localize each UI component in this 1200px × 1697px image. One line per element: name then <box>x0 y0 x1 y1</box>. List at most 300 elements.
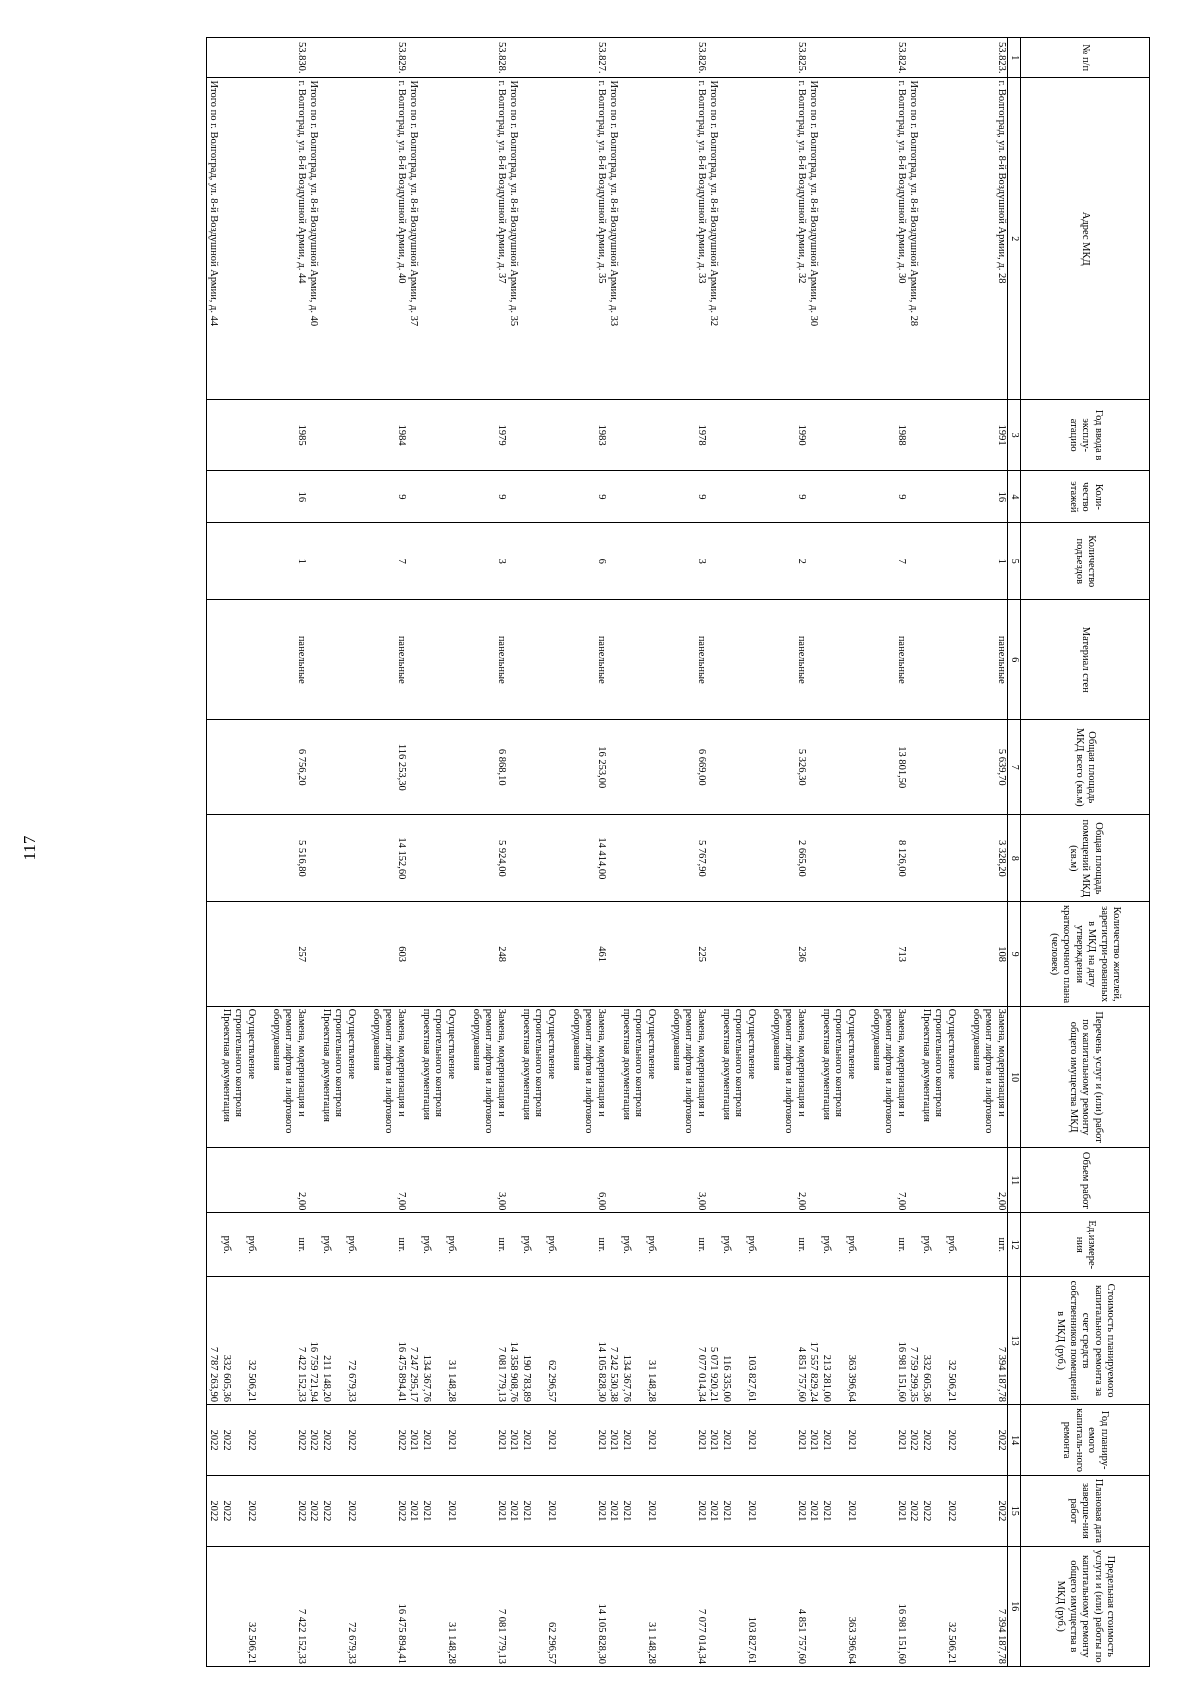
empty-cell <box>707 815 720 902</box>
row-number-text: 53.824. <box>896 41 907 74</box>
empty-cell <box>207 1213 220 1277</box>
work-limit: 32 506,21 <box>246 1622 257 1664</box>
work-limit: 16 475 894,41 <box>396 1603 407 1664</box>
work-year-cell <box>620 1404 708 1475</box>
total-year: 2021 <box>808 1429 820 1451</box>
work-name: Замена, модернизация и ремонт лифтов и лифтового оборудования <box>971 1008 1007 1134</box>
work-name: Замена, модернизация и ремонт лифтов и лифтового оборудования <box>271 1008 307 1134</box>
premises-area-cell <box>320 815 408 902</box>
empty-cell <box>207 38 220 78</box>
premises-area-cell <box>420 815 508 902</box>
total-label: Итого по г. Волгоград, ул. 8-й Воздушной Армии, д. 32 <box>708 80 720 327</box>
residents-cell-text: 461 <box>596 946 607 962</box>
total-cost-cell <box>407 1277 420 1405</box>
total-area-cell-text: 116 253,30 <box>396 743 407 791</box>
total-row <box>307 38 320 1667</box>
total-area-cell-text: 6 756,20 <box>296 748 307 786</box>
row-number-text: 53.827. <box>596 41 607 74</box>
total-year: 2021 <box>408 1429 420 1451</box>
work-cost: 32 506,21 <box>946 1359 957 1402</box>
work-cost: 7 394 187,78 <box>996 1346 1007 1402</box>
address-cell-text: г. Волгоград, ул. 8-й Воздушной Армии, д. 44 <box>296 80 307 284</box>
empty-cell <box>207 600 220 720</box>
work-date: 2021 <box>446 1500 457 1522</box>
work-limit: 7 077 014,34 <box>696 1608 707 1664</box>
residents-cell <box>520 902 608 1006</box>
empty-cell <box>307 399 320 470</box>
work-unit: шт. <box>996 1237 1007 1253</box>
floors-cell-text: 9 <box>496 494 507 500</box>
empty-cell <box>907 38 920 78</box>
residents-cell <box>920 902 1008 1006</box>
work-date: 2021 <box>796 1500 807 1522</box>
premises-area-cell <box>720 815 808 902</box>
work-date: 2021 <box>546 1500 557 1522</box>
work-year-cell <box>520 1404 608 1475</box>
work-limit <box>620 1549 633 1664</box>
work-unit: шт. <box>396 1237 407 1253</box>
work-name: Осуществление строительного контроля <box>933 1008 957 1117</box>
empty-cell <box>907 720 920 815</box>
total-row <box>507 38 520 1667</box>
work-cost: 332 605,36 <box>221 1354 232 1402</box>
wall-material-cell <box>520 600 608 720</box>
empty-cell <box>507 902 520 1006</box>
empty-cell <box>207 1148 220 1213</box>
total-label-cell <box>707 78 720 400</box>
work-name: Осуществление строительного контроля <box>733 1008 757 1117</box>
floors-cell-text: 9 <box>796 494 807 500</box>
year-built-cell-text: 1985 <box>296 424 307 446</box>
work-cost-cell <box>520 1277 608 1405</box>
total-year-cell <box>407 1404 420 1475</box>
work-limit-cell <box>520 1546 608 1666</box>
empty-cell <box>607 815 620 902</box>
table-row <box>720 38 808 1667</box>
empty-cell <box>407 471 420 523</box>
residents-cell-text: 603 <box>396 946 407 962</box>
work-name: проектная документация <box>721 1008 732 1121</box>
year-built-cell <box>620 399 708 470</box>
premises-area-cell <box>220 815 308 902</box>
empty-cell <box>907 815 920 902</box>
wall-material-cell-text: панельные <box>696 635 707 684</box>
column-number: 11 <box>1008 1148 1021 1213</box>
entrances-cell <box>820 523 908 600</box>
total-area-cell <box>220 720 308 815</box>
address-cell-text: г. Волгоград, ул. 8-й Воздушной Армии, д. 30 <box>896 80 907 284</box>
total-year: 2022 <box>308 1429 320 1451</box>
empty-cell <box>307 902 320 1006</box>
year-built-cell-text: 1984 <box>396 424 407 446</box>
residents-cell <box>420 902 508 1006</box>
work-date-cell <box>520 1476 608 1546</box>
work-cost: 62 296,57 <box>546 1359 557 1402</box>
empty-cell <box>607 471 620 523</box>
total-date: 2021 <box>608 1500 620 1522</box>
entrances-cell-text: 7 <box>896 558 907 564</box>
floors-cell-text: 9 <box>896 494 907 500</box>
work-unit: руб. <box>846 1235 857 1254</box>
total-date: 2021 <box>708 1500 720 1522</box>
work-name: Замена, модернизация и ремонт лифтов и лифтового оборудования <box>671 1008 707 1134</box>
row-number <box>420 38 508 78</box>
work-unit: руб. <box>446 1235 457 1254</box>
column-number: 16 <box>1008 1546 1021 1666</box>
work-year: 2021 <box>446 1429 457 1451</box>
work-date: 2021 <box>821 1500 832 1522</box>
total-label: Итого по г. Волгоград, ул. 8-й Воздушной Армии, д. 28 <box>908 80 920 327</box>
work-limit-cell <box>620 1546 708 1666</box>
work-limit: 7 422 152,33 <box>296 1608 307 1664</box>
table-row <box>420 38 508 1667</box>
work-unit: руб. <box>321 1235 332 1254</box>
empty-cell <box>607 902 620 1006</box>
row-number <box>520 38 608 78</box>
header-cell: Общая площадь МКД всего (кв.м) <box>1021 720 1150 815</box>
work-cost: 31 148,28 <box>446 1359 457 1402</box>
entrances-cell-text: 1 <box>996 558 1007 564</box>
header-cell: Предельная стоимость услуги и (или) работы по капитальному ремонту общего имущества в МКД (руб.) <box>1021 1546 1150 1666</box>
work-year: 2021 <box>596 1429 607 1451</box>
empty-cell <box>507 600 520 720</box>
work-unit: руб. <box>246 1235 257 1254</box>
total-year: 2021 <box>708 1429 720 1451</box>
empty-cell <box>807 1546 820 1666</box>
address-cell <box>320 78 408 400</box>
empty-cell <box>207 902 220 1006</box>
total-year: 2022 <box>908 1429 920 1451</box>
work-year: 2022 <box>996 1429 1007 1451</box>
total-label-cell <box>807 78 820 400</box>
empty-cell <box>607 38 620 78</box>
work-volume <box>320 1150 333 1210</box>
floors-cell-text: 16 <box>996 491 1007 503</box>
empty-cell <box>707 600 720 720</box>
empty-cell <box>707 720 720 815</box>
work-cost-cell <box>720 1277 808 1405</box>
premises-area-cell <box>820 815 908 902</box>
work-unit-cell <box>520 1213 608 1277</box>
empty-cell <box>707 1006 720 1148</box>
row-number-text: 53.829. <box>396 41 407 74</box>
year-built-cell-text: 1979 <box>496 424 507 446</box>
work-volume <box>520 1150 533 1210</box>
address-cell-text: г. Волгоград, ул. 8-й Воздушной Армии, д. 32 <box>796 80 807 284</box>
total-area-cell-text: 5 326,30 <box>796 748 807 786</box>
work-volume-cell <box>820 1148 908 1213</box>
work-name: проектная документация <box>421 1008 432 1121</box>
work-date: 2022 <box>346 1500 357 1522</box>
row-number-text: 53.826. <box>696 41 707 74</box>
premises-area-cell-text: 2 665,00 <box>796 839 807 877</box>
work-volume: 2,00 <box>996 1191 1007 1211</box>
work-volume <box>620 1150 633 1210</box>
work-limit-cell <box>320 1546 408 1666</box>
work-unit-cell <box>620 1213 708 1277</box>
total-label: Итого по г. Волгоград, ул. 8-й Воздушной Армии, д. 44 <box>208 80 220 327</box>
floors-cell <box>920 471 1008 523</box>
empty-cell <box>207 471 220 523</box>
header-cell: Плановая дата заверше-ния работ <box>1021 1476 1150 1546</box>
total-cost-cell <box>507 1277 520 1405</box>
work-cost: 134 367,76 <box>421 1354 432 1402</box>
empty-cell <box>307 815 320 902</box>
total-year-cell <box>907 1404 920 1475</box>
work-unit: шт. <box>796 1237 807 1253</box>
year-built-cell <box>820 399 908 470</box>
total-label: Итого по г. Волгоград, ул. 8-й Воздушной Армии, д. 35 <box>508 80 520 327</box>
work-name: Осуществление строительного контроля <box>233 1008 257 1117</box>
wall-material-cell <box>220 600 308 720</box>
residents-cell <box>820 902 908 1006</box>
total-row <box>207 38 220 1667</box>
empty-cell <box>607 1006 620 1148</box>
work-volume-cell <box>920 1148 1008 1213</box>
work-cost-cell <box>920 1277 1008 1405</box>
empty-cell <box>907 471 920 523</box>
entrances-cell <box>620 523 708 600</box>
work-year-cell <box>420 1404 508 1475</box>
work-limit <box>220 1549 233 1664</box>
work-year: 2022 <box>246 1429 257 1451</box>
work-date: 2021 <box>621 1500 632 1522</box>
work-volume <box>920 1150 933 1210</box>
work-volume: 2,00 <box>296 1191 307 1211</box>
work-unit-cell <box>720 1213 808 1277</box>
total-year: 2021 <box>608 1429 620 1451</box>
work-unit: шт. <box>296 1237 307 1253</box>
work-name: проектная документация <box>521 1008 532 1121</box>
floors-cell <box>420 471 508 523</box>
total-area-cell <box>320 720 408 815</box>
work-unit-cell <box>920 1213 1008 1277</box>
total-row <box>807 38 820 1667</box>
empty-cell <box>707 523 720 600</box>
entrances-cell <box>220 523 308 600</box>
work-limit: 363 396,64 <box>846 1616 857 1664</box>
empty-cell <box>507 38 520 78</box>
premises-area-cell-text: 5 924,00 <box>496 839 507 877</box>
work-volume <box>232 1150 257 1210</box>
address-cell <box>220 78 308 400</box>
year-built-cell <box>720 399 808 470</box>
premises-area-cell <box>520 815 608 902</box>
total-label-cell <box>507 78 520 400</box>
table-row <box>820 38 908 1667</box>
residents-cell <box>320 902 408 1006</box>
work-volume-cell <box>320 1148 408 1213</box>
empty-cell <box>307 1148 320 1213</box>
work-year: 2022 <box>221 1429 232 1451</box>
wall-material-cell-text: панельные <box>596 635 607 684</box>
empty-cell <box>807 1148 820 1213</box>
work-volume <box>632 1150 657 1210</box>
empty-cell <box>907 399 920 470</box>
floors-cell <box>620 471 708 523</box>
entrances-cell <box>520 523 608 600</box>
work-year: 2021 <box>621 1429 632 1451</box>
work-date: 2022 <box>296 1500 307 1522</box>
total-cost: 16 759 721,94 <box>308 1341 320 1402</box>
floors-cell <box>220 471 308 523</box>
work-date: 2022 <box>321 1500 332 1522</box>
total-cost-cell <box>907 1277 920 1405</box>
work-date: 2021 <box>696 1500 707 1522</box>
entrances-cell-text: 3 <box>496 558 507 564</box>
empty-cell <box>607 523 620 600</box>
work-unit: руб. <box>821 1235 832 1254</box>
total-label-cell <box>407 78 420 400</box>
work-year: 2021 <box>796 1429 807 1451</box>
empty-cell <box>707 902 720 1006</box>
total-date: 2022 <box>308 1500 320 1522</box>
wall-material-cell <box>820 600 908 720</box>
work-volume-cell <box>720 1148 808 1213</box>
wall-material-cell-text: панельные <box>496 635 507 684</box>
work-unit: руб. <box>546 1235 557 1254</box>
premises-area-cell-text: 5 516,80 <box>296 839 307 877</box>
work-date: 2022 <box>921 1500 932 1522</box>
work-year: 2022 <box>296 1429 307 1451</box>
empty-cell <box>207 523 220 600</box>
work-name: Замена, модернизация и ремонт лифтов и лифтового оборудования <box>571 1008 607 1134</box>
header-cell: № п/п <box>1021 38 1150 78</box>
work-year-cell <box>320 1404 408 1475</box>
work-cost: 32 506,21 <box>246 1359 257 1402</box>
total-label: Итого по г. Волгоград, ул. 8-й Воздушной Армии, д. 30 <box>808 80 820 327</box>
work-name-cell <box>320 1006 408 1148</box>
empty-cell <box>407 902 420 1006</box>
empty-cell <box>407 399 420 470</box>
work-name-cell <box>620 1006 708 1148</box>
column-number: 9 <box>1008 902 1021 1006</box>
work-date: 2021 <box>496 1500 507 1522</box>
column-number: 3 <box>1008 399 1021 470</box>
work-limit: 16 981 151,60 <box>896 1603 907 1664</box>
work-unit: руб. <box>221 1235 232 1254</box>
empty-cell <box>907 1148 920 1213</box>
empty-cell <box>307 523 320 600</box>
residents-cell-text: 108 <box>996 946 1007 962</box>
work-limit <box>520 1549 533 1664</box>
work-date: 2022 <box>221 1500 232 1522</box>
column-number: 10 <box>1008 1006 1021 1148</box>
work-name: проектная документация <box>821 1008 832 1121</box>
column-number: 7 <box>1008 720 1021 815</box>
work-name: Осуществление строительного контроля <box>533 1008 557 1117</box>
work-cost: 72 679,33 <box>346 1359 357 1402</box>
work-cost: 332 605,36 <box>921 1354 932 1402</box>
empty-cell <box>407 600 420 720</box>
work-year: 2021 <box>521 1429 532 1451</box>
work-cost: 116 335,00 <box>721 1355 732 1402</box>
header-cell: Стоимость планируемого капитального ремонта за счет средств собственников помещений в МКД (руб.) <box>1021 1277 1150 1405</box>
total-date-cell <box>207 1476 220 1546</box>
wall-material-cell-text: панельные <box>396 635 407 684</box>
work-limit <box>820 1549 833 1664</box>
total-label-cell <box>607 78 620 400</box>
work-unit: руб. <box>721 1235 732 1254</box>
work-date: 2021 <box>646 1500 657 1522</box>
address-cell <box>920 78 1008 400</box>
work-date-cell <box>320 1476 408 1546</box>
work-cost: 363 396,64 <box>846 1354 857 1402</box>
work-name: Замена, модернизация и ремонт лифтов и лифтового оборудования <box>771 1008 807 1134</box>
wall-material-cell <box>620 600 708 720</box>
empty-cell <box>407 1213 420 1277</box>
column-number: 4 <box>1008 471 1021 523</box>
work-unit: шт. <box>496 1237 507 1253</box>
year-built-cell <box>920 399 1008 470</box>
empty-cell <box>607 600 620 720</box>
header-cell: Год планиру-емого капиталь-ного ремонта <box>1021 1404 1150 1475</box>
address-cell-text: г. Волгоград, ул. 8-й Воздушной Армии, д. 35 <box>596 80 607 284</box>
residents-cell <box>620 902 708 1006</box>
empty-cell <box>407 38 420 78</box>
row-number <box>220 38 308 78</box>
work-date: 2021 <box>521 1500 532 1522</box>
row-number <box>720 38 808 78</box>
wall-material-cell-text: панельные <box>296 635 307 684</box>
page-number: 117 <box>20 835 39 861</box>
entrances-cell-text: 2 <box>796 558 807 564</box>
empty-cell <box>807 399 820 470</box>
entrances-cell-text: 3 <box>696 558 707 564</box>
work-cost: 16 981 151,60 <box>896 1341 907 1402</box>
empty-cell <box>807 720 820 815</box>
entrances-cell-text: 6 <box>596 558 607 564</box>
work-volume-cell <box>220 1148 308 1213</box>
work-date: 2022 <box>246 1500 257 1522</box>
header-cell: Количество жителей, зарегистри-рованных в МКД на дату утверждения краткосрочного плана (человек) <box>1021 902 1150 1006</box>
work-unit: руб. <box>746 1235 757 1254</box>
total-area-cell-text: 16 253,00 <box>596 746 607 789</box>
work-unit: руб. <box>921 1235 932 1254</box>
address-cell-text: г. Волгоград, ул. 8-й Воздушной Армии, д. 40 <box>396 80 407 284</box>
work-volume <box>720 1150 733 1210</box>
premises-area-cell-text: 14 414,00 <box>596 837 607 880</box>
work-name: Замена, модернизация и ремонт лифтов и лифтового оборудования <box>871 1008 907 1134</box>
total-year-cell <box>707 1404 720 1475</box>
empty-cell <box>507 720 520 815</box>
work-year: 2021 <box>646 1429 657 1451</box>
total-date-cell <box>307 1476 320 1546</box>
empty-cell <box>607 399 620 470</box>
entrances-cell <box>320 523 408 600</box>
total-label: Итого по г. Волгоград, ул. 8-й Воздушной Армии, д. 37 <box>408 80 420 327</box>
empty-cell <box>607 720 620 815</box>
total-cost: 7 247 295,17 <box>408 1346 420 1402</box>
empty-cell <box>907 902 920 1006</box>
total-cost: 14 358 908,76 <box>508 1341 520 1402</box>
work-name: Проектная документация <box>321 1008 332 1122</box>
premises-area-cell-text: 5 767,90 <box>696 839 707 877</box>
empty-cell <box>607 1148 620 1213</box>
empty-cell <box>507 815 520 902</box>
work-limit: 7 081 779,13 <box>496 1608 507 1664</box>
empty-cell <box>807 600 820 720</box>
total-area-cell <box>620 720 708 815</box>
address-cell <box>820 78 908 400</box>
work-limit <box>320 1549 333 1664</box>
work-cost: 31 148,28 <box>646 1359 657 1402</box>
work-year: 2022 <box>396 1429 407 1451</box>
total-area-cell <box>820 720 908 815</box>
total-label-cell <box>207 78 220 400</box>
work-year: 2021 <box>746 1429 757 1451</box>
empty-cell <box>707 471 720 523</box>
